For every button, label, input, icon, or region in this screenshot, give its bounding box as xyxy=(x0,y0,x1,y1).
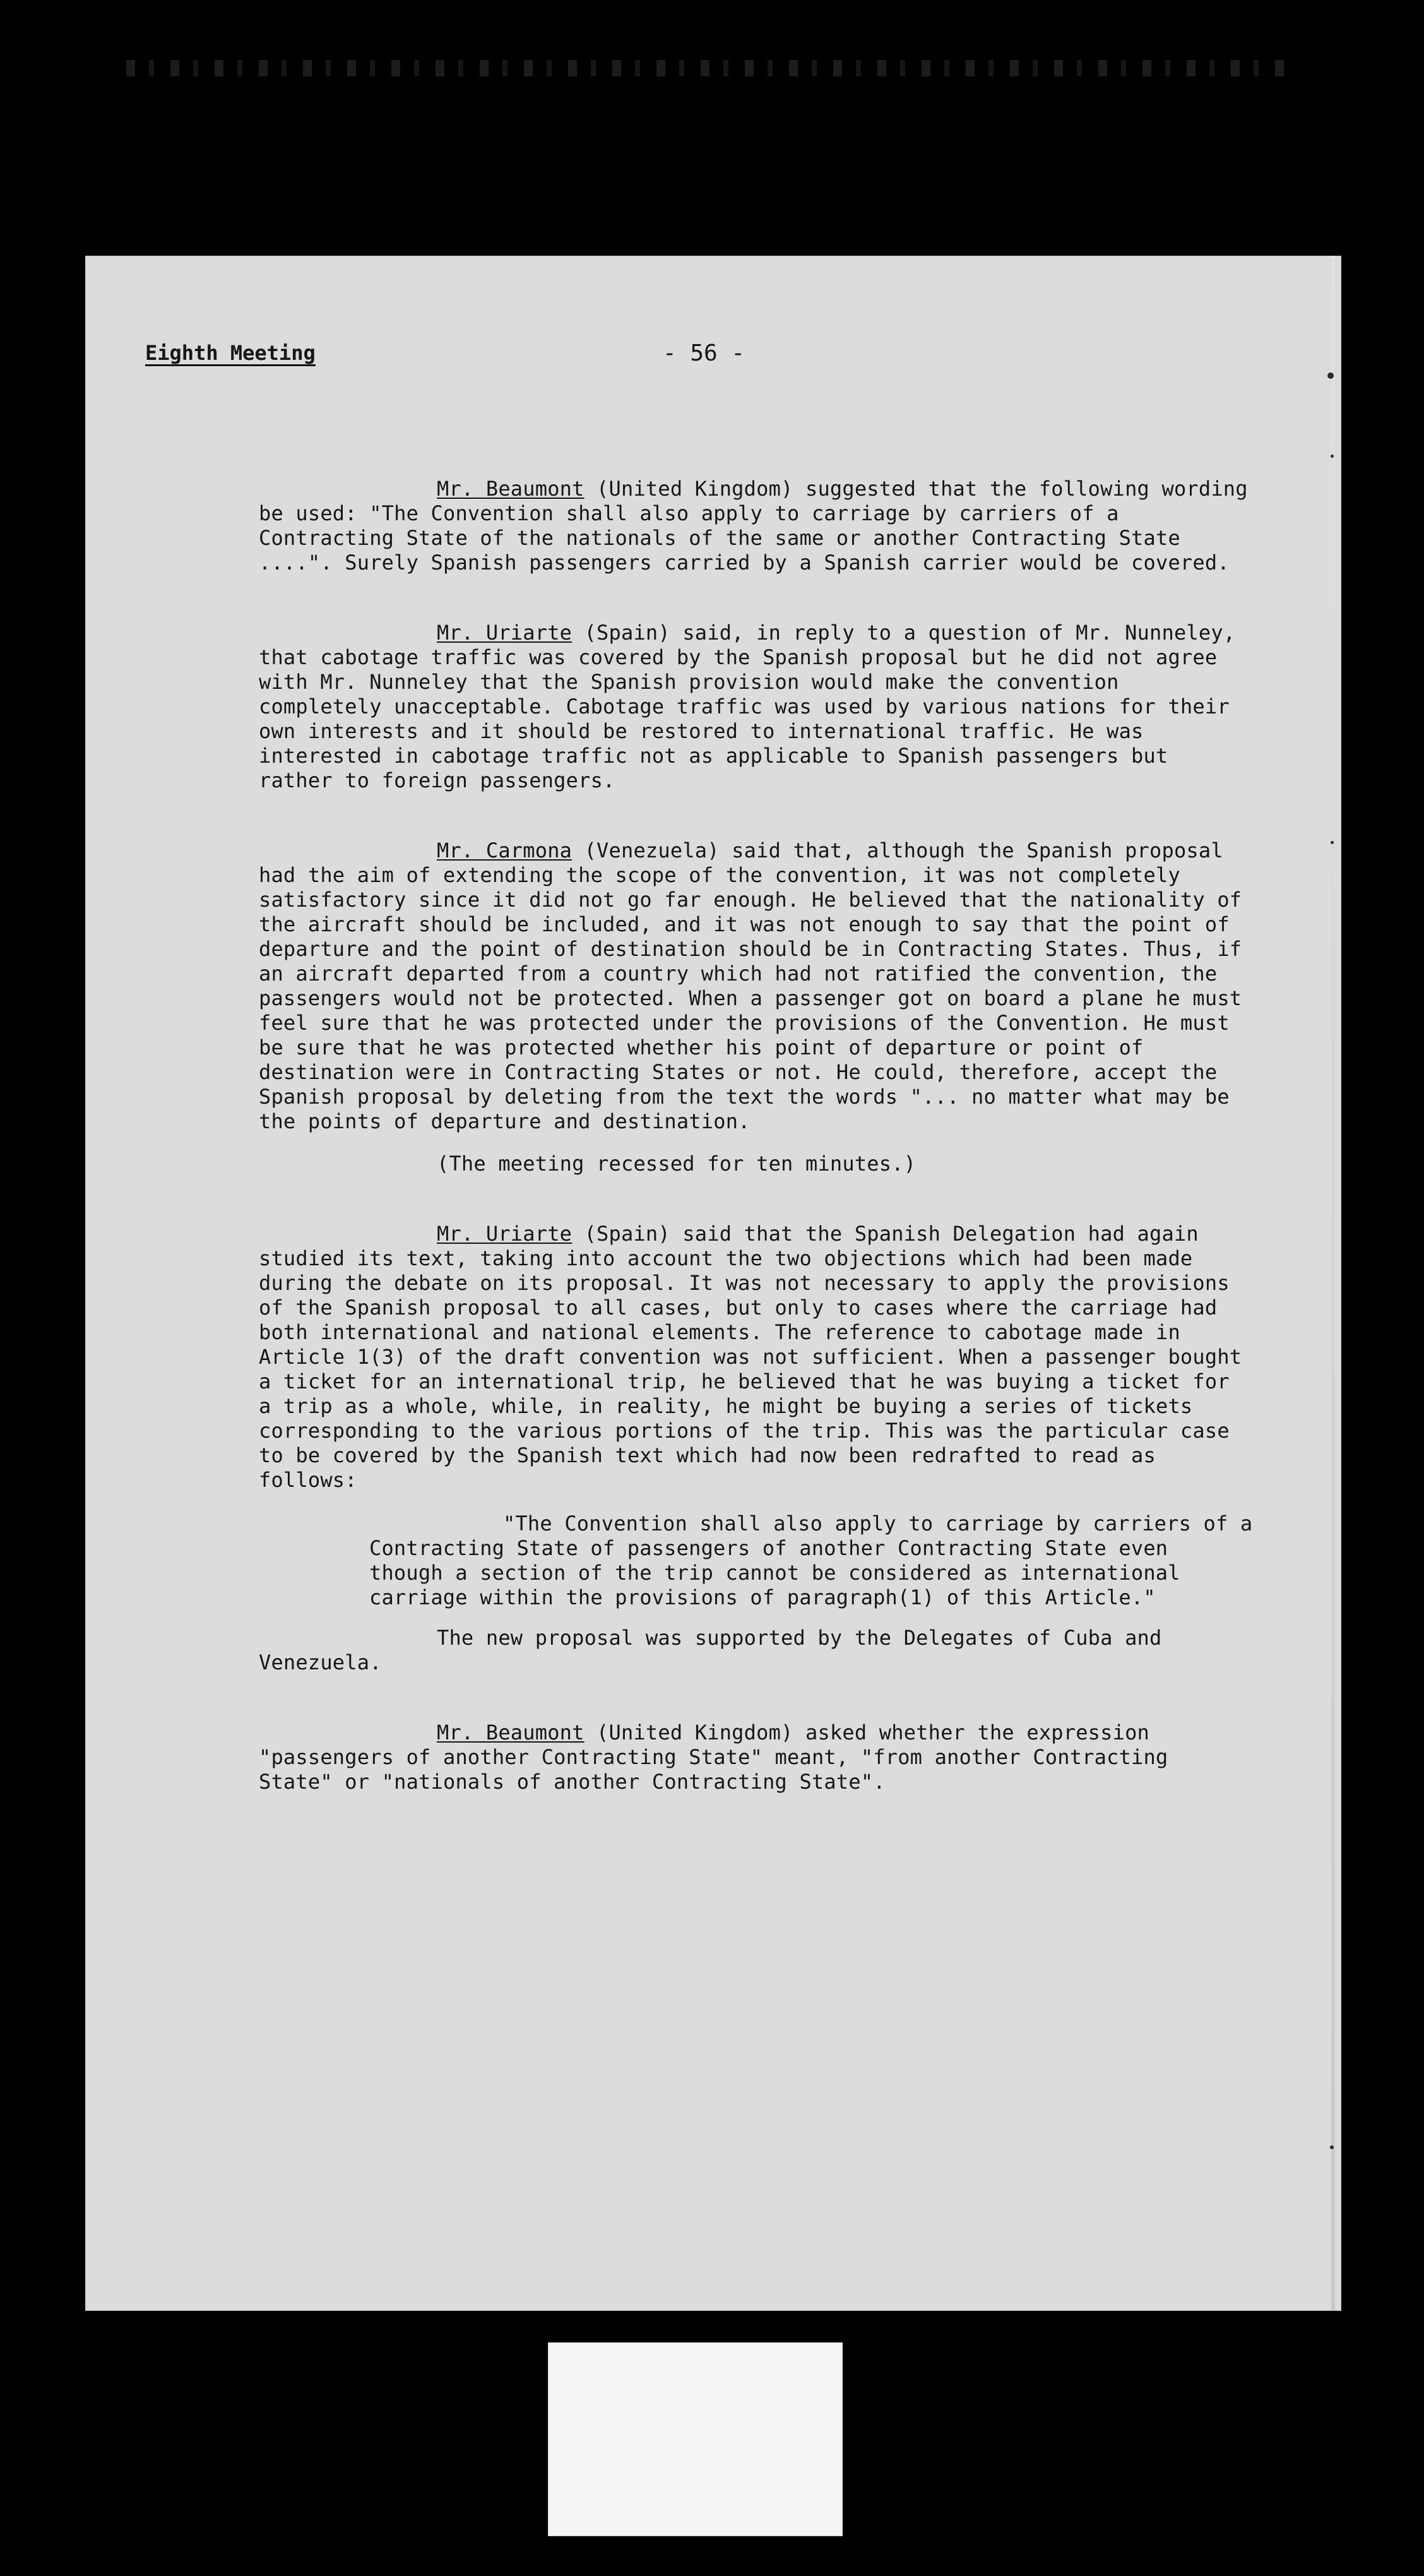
page-edge xyxy=(1331,256,1335,2311)
meeting-title: Eighth Meeting xyxy=(145,341,316,365)
paragraph-text: (Spain) said, in reply to a question of Mr. Nunneley, that cabotage traffic was covered by the Spanish proposal but he did not agree with Mr. Nunneley that the Spanish provision would make the convention completely unacceptable. Cabotage traffic was used by various nations for their own interests and it should be restored to international traffic. He was interested in cabotage traffic not as applicable to Spanish passengers but rather to foreign passengers. xyxy=(259,621,1248,792)
minutes-paragraph xyxy=(259,1720,1253,1794)
minutes-paragraph xyxy=(259,621,1253,793)
minutes-paragraph xyxy=(259,1222,1253,1493)
page-edge-mark xyxy=(1331,455,1334,458)
blank-label-card xyxy=(548,2342,843,2536)
speaker-name: Mr. Beaumont xyxy=(437,1720,584,1744)
speaker-name: Mr. Carmona xyxy=(437,838,573,862)
document-header xyxy=(145,342,1281,368)
recess-note: (The meeting recessed for ten minutes.) xyxy=(437,1152,917,1176)
page-edge-mark xyxy=(1327,373,1334,379)
paragraph-text: (United Kingdom) suggested that the following wording be used: "The Convention shall also apply to carriage by carriers of a Contracting State of the nationals of the same or another Contracting State ....". Surely Spanish passengers carried by a Spanish carrier would be covered. xyxy=(259,477,1261,575)
paragraph-text: (Venezuela) said that, although the Spanish proposal had the aim of extending the scope of the convention, it was not completely satisfactory since it did not go far enough. He believed that the nationality of the aircraft should be included, and it was not enough to say that the point of departure and the point of destination should be in Contracting States. Thus, if an aircraft departed from a country which had not ratified the convention, the passengers would not be protected. When a passenger got on board a plane he must feel sure that he was protected under the provisions of the Convention. He must be sure that he was protected whether his point of departure or point of destination were in Contracting States or not. He could, therefore, accept the Spanish proposal by deleting from the text the words "... no matter what may be the points of departure and destination. xyxy=(259,838,1254,1133)
paragraph-text: (United Kingdom) asked whether the expression "passengers of another Contracting State" meant, "from another Contracting State" or "nationals of another Contracting State". xyxy=(259,1720,1180,1794)
speaker-name: Mr. Beaumont xyxy=(437,477,584,501)
quoted-proposal xyxy=(369,1512,1265,1610)
support-note-text: The new proposal was supported by the Delegates of Cuba and Venezuela. xyxy=(259,1626,1174,1674)
speaker-name: Mr. Uriarte xyxy=(437,1222,573,1246)
support-note xyxy=(259,1626,1253,1675)
speaker-name: Mr. Uriarte xyxy=(437,621,573,645)
page-edge-mark xyxy=(1330,2145,1334,2149)
page-number: - 56 - xyxy=(663,340,745,366)
minutes-paragraph xyxy=(259,477,1261,575)
paragraph-text: (Spain) said that the Spanish Delegation had again studied its text, taking into account the two objections which had been made during the debate on its proposal. It was not necessary to apply the provisions of the Spanish proposal to all cases, but only to cases where the carriage had both international and national elements. The reference to cabotage made in Article 1(3) of the draft convention was not sufficient. When a passenger bought a ticket for an international trip, he believed that he was buying a ticket for a trip as a whole, while, in reality, he might be buying a series of tickets corresponding to the various portions of the trip. This was the particular case to be covered by the Spanish text which had now been redrafted to read as follows: xyxy=(259,1222,1254,1492)
meeting-minutes xyxy=(259,477,1265,1794)
minutes-paragraph xyxy=(259,838,1253,1134)
page-edge-mark xyxy=(1331,841,1334,844)
scan-border-noise xyxy=(126,60,1294,76)
quoted-proposal-text: "The Convention shall also apply to carriage by carriers of a Contracting State of passengers of another Contracting State even though a section of the trip cannot be considered as international carriage within the provisions of paragraph(1) of this Article." xyxy=(369,1512,1265,1609)
document-page xyxy=(85,256,1341,2311)
